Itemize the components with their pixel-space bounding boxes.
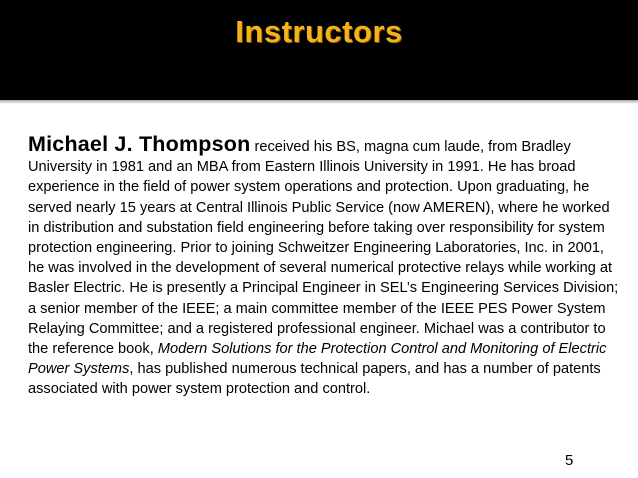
book-title: Modern Solutions for the Protection Control and Monitoring of Electric Power Systems [28, 341, 607, 378]
page-number: 5 [565, 452, 574, 469]
bio-text-part1: received his BS, magna cum laude, from Bradley University in 1981 and an MBA from Eastern Illinois University in 1991. He has broad experience in the field of power system operations and protection. Upon graduating, he served nearly 15 years at Central Illinois Public Service (now AMEREN), where he worked in distribution and substation field engineering before taking over responsibility for system protection engineering. Prior to joining Schweitzer Engineering Laboratories, Inc. in 2001, he was involved in the development of several numerical protective relays while working at Basler Electric. He is presently a Principal Engineer in SEL’s Engineering Services Division; a senior member of the IEEE; a main committee member of the IEEE PES Power System Relaying Committee; and a registered professional engineer. Michael was a contributor to the reference book, [28, 139, 619, 358]
slide-title: Instructors [235, 14, 403, 49]
bio-text-part2: , has published numerous technical papers, and has a number of patents associated with power system protection and control. [28, 361, 601, 398]
instructor-bio [28, 134, 624, 400]
instructor-name: Michael J. Thompson [28, 132, 251, 156]
header-divider [0, 100, 638, 104]
